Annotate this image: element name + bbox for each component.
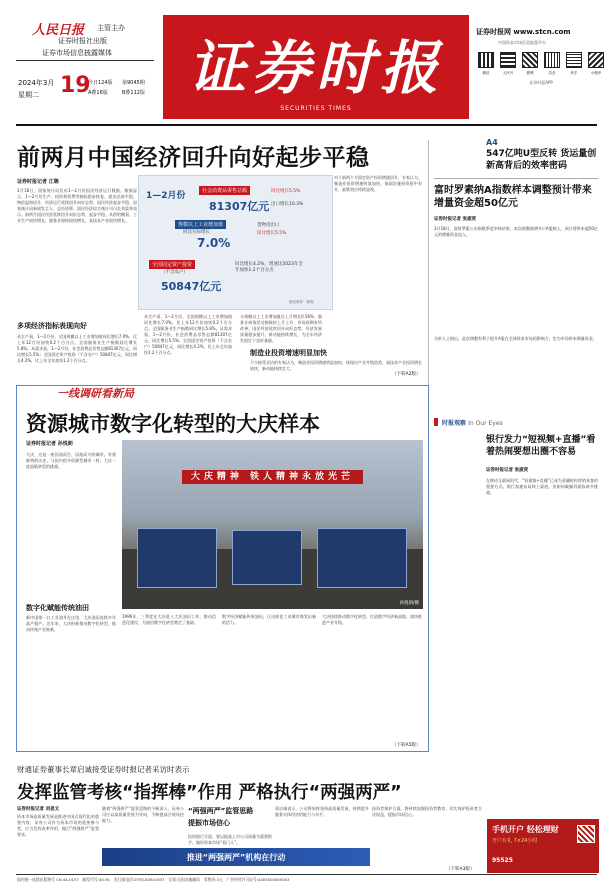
lead-subhead2: 制造业投资增速明显加快 [250,349,327,357]
infographic-title: 1—2月份 [146,191,186,201]
bottom-quote [188,806,268,836]
date-text: 2024年3月 [18,79,55,87]
lead-byline: 证券时报记者 江聃 [17,179,59,185]
sidebar-headline-2[interactable]: 富时罗素纳A指数样本调整预计带来增量资金超50亿元 [434,185,592,209]
website-sub: 中国资本市场信息披露平台 [498,40,546,45]
app-label: 人民号 [502,71,514,75]
industry-sub: 同比实际增长 [183,230,210,235]
lead-infographic [138,175,333,310]
investment-value: 50847亿元 [161,280,222,293]
lead-body-col5: 不少接受采访的专家认为，制造业投资增速明显加快，体现出产业升级趋势，高技术产业投资增长较快，新动能持续壮大。 [250,360,422,371]
sidebar-body-3: 在移动互联网时代，“短视频+直播”已成为金融机构营销获客的重要方式。银行加速布局线上渠道，但如何破圈仍面临诸多挑战。 [486,478,598,495]
sidebar-headline-1[interactable]: 547亿吨U型反转 货运量创新高背后的效率密码 [486,149,597,171]
bottom-body-col3: 投资银行方面，要以提高上市公司质量为重要抓手，做好资本市场“看门人”。 [188,834,272,845]
bottom-byline: 证券时报记者 刘思文 [17,807,60,812]
sidebar-ad[interactable] [487,819,599,873]
retail-value: 81307亿元 [209,200,270,213]
feature-body-col5: 大庆持续推动数字化转型，打造数字经济新高地，加快推进产业升级。 [322,614,422,625]
app-label: 抖音 [548,71,556,75]
logo-text: 人民日报 [32,23,85,38]
lead-body-col2: 从生产看，1—2月份，全国规模以上工业增加值同比增长7.0%，比上年12月份加快0.2个百分点。全国服务业生产指数同比增长5.8%。从需求看，1—2月份，社会消费品零售总额81307亿元，同比增长5.5%；全国固定资产投资（不含农户）50847亿元，同比增长4.2%，比上年全年加快1.2个百分点。 [144,314,232,355]
sidebar-byline: 证券时报记者 张淑贤 [434,217,477,222]
bottom-body-col2: 随着“两强两严”监管思路的不断深入，证券公司应以高质量发展为导向，不断提高合规风控能力。 [102,806,184,823]
photo-screen [232,530,302,585]
bottom-continued: （下转A3版） [446,867,475,872]
sections-b: B叠112版 [122,90,145,96]
lead-continued: （下转A2版） [392,372,421,377]
bottom-body-col1: 资本市场高质量发展是推进中国式现代化的重要内容，证券公司作为资本市场的重要参与者，应当发挥表率作用，践行“两强两严”监管要求。 [17,814,99,837]
investment-growth: 同比增长4.2%，增速比2023年全年加快1.2个百分点 [235,262,303,273]
issue-today: 今日124版 [88,80,113,86]
photo-screen [137,528,217,588]
sidebar-tag2-en: In Our Eyes [468,420,503,427]
feature-photo [122,440,423,609]
bottom-headline[interactable]: 发挥监管考核“指挥棒”作用 严格执行“两强两严” [17,783,402,803]
feature-continued: （下转A5版） [392,743,421,748]
bottom-kicker: 财通证券董事长章启诚接受证券时报记者采访时表示 [17,765,190,774]
app-label: 小程序 [590,71,602,75]
ad-phone: 95525 [492,857,513,864]
feature-kicker: 一线调研看新局 [57,387,134,400]
qr-code-icon[interactable] [588,52,604,68]
sidebar-body-2: 分析人士指出，此次调整有利于提升A股在全球资本市场的影响力，也为市场带来增量资金。 [434,336,597,341]
lead-body-col1: 3月18日，国家统计局发布1—2月份国民经济运行数据。数据显示，1—2月份生产、投资和消费等指标稳步恢复，就业总体平稳，物价温和回升，经济运行延续回升向好态势，国民经济起步平稳。国家统计局新闻发言人、总经济师、国民经济综合统计司司长刘爱华表示，前两月国民经济延续回升向好态势，起步平稳。从供给侧看，工业生产较快增长，服务业保持较快增长，高技术产业较快增长。 [17,188,137,223]
issue-number: 第9045期 [122,80,145,86]
export-value: 同比增长5.5% [257,231,287,236]
feature-body-col3: 1996年，三季度在大庆进入大庆油田工作，推动信息化建设，为油田数字化转型奠定了基础。 [122,614,216,625]
qr-label: 证券时报APP [529,80,553,85]
retail-growth: 同比增长5.5% [271,189,301,194]
day-number: 19 [60,73,91,98]
feature-headline[interactable]: 资源城市数字化转型的大庆样本 [26,412,320,436]
qr-code-icon[interactable] [566,52,582,68]
paper-title-en: SECURITIES TIMES [280,105,352,112]
lead-body-col1b: 从生产看，1—2月份，全国规模以上工业增加值同比增长7.0%，比上年12月份加快0.2个百分点。全国服务业生产指数同比增长5.8%。从需求看，1—2月份，社会消费品零售总额81307亿元，同比增长5.5%；全国固定资产投资（不含农户）50847亿元，同比增长4.2%，比上年全年加快1.2个百分点。 [17,334,137,363]
feature-body-col4: 数字经济赋能传统油田，让这座老工业城市焕发出新的活力。 [222,614,316,625]
designation-text: 证券市场信息披露媒体 [42,49,112,57]
feature-subhead: 数字化赋能传统油田 [26,604,89,612]
lead-headline[interactable]: 前两月中国经济回升向好起步平稳 [17,145,370,171]
qr-code-icon[interactable] [500,52,516,68]
lead-body-col3: 分规模以上工业增加值比上月增长0.56%，服务业商务活动指数较上月上升，市场预期有所改善。国民经济延续回升向好态势，经济发展质量稳步提升，新动能持续增长，为全年经济发展打下良好基础。 [240,314,322,343]
bottom-body-col5: 投资者保护方面，将持续加强投资者教育，切实保护投资者合法权益，提振市场信心。 [372,806,482,817]
ad-title: 手机开户 轻松理财 [492,825,559,834]
website-text[interactable]: 证券时报网 www.stcn.com [476,28,571,36]
app-label: 快手 [570,71,578,75]
sidebar-tag2-cn: 时报观察 [442,420,467,427]
qr-code-icon[interactable] [478,52,494,68]
sidebar-headline-3[interactable]: 银行发力“短视频+直播”看着热闹要想出圈不容易 [486,435,596,457]
publisher-text: 证券时报社出版 [58,37,107,45]
industry-value: 7.0% [197,236,231,250]
photo-banner: 大庆精神 铁人精神永放光芒 [182,470,363,484]
ad-sub: 开户有礼 7×24小时 [492,838,538,844]
investment-label: 全国固定资产投资 [149,260,195,269]
export-label: 货物进出口 [257,223,280,228]
quote-sub: 提振市场信心 [188,819,230,827]
photo-screen [317,528,407,588]
footer-text: 国内统一连续出版物号 CN 44-0157 邮发代号:45-91 发行部电话:0755-83501637 订阅:全国各地邮局 零售价:3元 广告经营许可证号:4403004000003 [17,877,290,882]
masthead [0,0,611,118]
qr-code-icon[interactable] [522,52,538,68]
sidebar-body: 3月18日，富时罗素公布指数季度审核结果，本次调整新增多只A股纳入，预计将带来超50亿元的增量资金流入。 [434,226,598,237]
feature-byline: 证券时报记者 孙悦朗 [26,441,73,447]
lead-body-col4: 对于前两个月固定资产投资增速回升，专家认为，制造业投资增速明显加快，基础设施投资稳中有升，政策效应持续显现。 [334,175,422,192]
bottom-body-col4: 章启诚表示，公司将始终坚持高质量发展，持续提升服务实体经济的能力与水平。 [275,806,369,817]
industry-label: 规模以上工业增加值 [175,220,226,229]
photo-credit: 孙悦朗/摄 [399,601,419,606]
sponsor-text: 主管主办 [97,24,125,32]
bottom-banner [102,848,370,866]
sidebar-byline-3: 证券时报记者 张淑贤 [486,468,529,473]
title-block [163,15,469,119]
qr-code-icon[interactable] [544,52,560,68]
sidebar-tag: A4 [486,138,498,147]
infographic-credit: 图表制作：陈锦 [289,300,314,304]
sidebar-tag-2 [442,418,503,427]
app-label: 微博 [526,71,534,75]
sections-a: A叠16版 [88,90,108,96]
paper-title: 证券时报 [187,34,444,102]
lead-subhead: 多项经济指标表现向好 [17,322,87,330]
feature-body-col2: 新中国第一口工业油井在这里，大庆油田连续多年高产稳产。近年来，大庆积极推动数字化转型，推动传统产业焕新。 [26,615,116,632]
retail-label: 社会消费品零售总额 [199,186,250,195]
app-label: 微信 [482,71,490,75]
weekday-text: 星期二 [18,91,39,99]
ad-qr-icon [577,825,595,843]
quote-title: “两强两严”监管思路 [188,807,254,815]
feature-body-col1: 大庆，这是一座因油而生、因油而兴的城市。有着鲜明的历史，与国内很多资源型城市一样，大庆一度面临转型的挑战。 [26,452,116,469]
export-growth: 出口增长10.3% [271,202,304,207]
banner-text: 推进“两强两严”机构在行动 [186,853,286,862]
investment-sub: （不含农户） [161,270,188,275]
app-row [478,52,604,100]
